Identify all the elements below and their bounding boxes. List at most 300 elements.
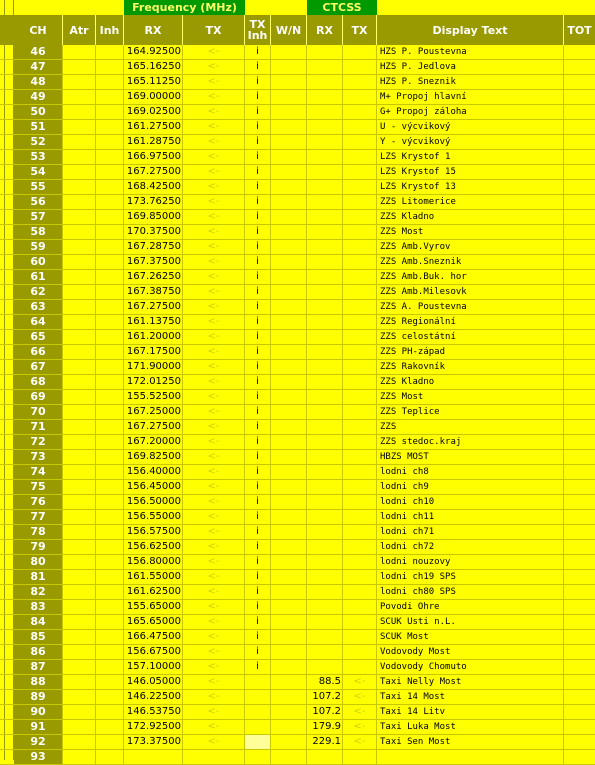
tx-frequency-cell[interactable]: <-: [183, 510, 245, 524]
tx-frequency-cell[interactable]: <-: [183, 570, 245, 584]
inhibit-cell[interactable]: [96, 135, 124, 149]
display-text-cell[interactable]: Taxi Luka Most: [377, 720, 564, 734]
tx-frequency-cell[interactable]: <-: [183, 360, 245, 374]
tx-inhibit-cell[interactable]: i: [245, 645, 271, 659]
wide-narrow-cell[interactable]: [271, 675, 307, 689]
inhibit-cell[interactable]: [96, 315, 124, 329]
ctcss-tx-cell[interactable]: [343, 480, 377, 494]
tx-inhibit-cell[interactable]: i: [245, 510, 271, 524]
table-row[interactable]: [0, 105, 595, 120]
display-text-cell[interactable]: Taxi 14 Litv: [377, 705, 564, 719]
rx-frequency-cell[interactable]: 167.26250: [124, 270, 183, 284]
tx-frequency-cell[interactable]: <-: [183, 405, 245, 419]
tx-frequency-cell[interactable]: <-: [183, 255, 245, 269]
tx-frequency-cell[interactable]: <-: [183, 585, 245, 599]
display-text-cell[interactable]: ZZS Kladno: [377, 375, 564, 389]
attribute-cell[interactable]: [63, 255, 96, 269]
tx-inhibit-cell[interactable]: i: [245, 135, 271, 149]
attribute-cell[interactable]: [63, 645, 96, 659]
wide-narrow-cell[interactable]: [271, 135, 307, 149]
ctcss-rx-cell[interactable]: [307, 510, 343, 524]
rx-frequency-cell[interactable]: 167.37500: [124, 255, 183, 269]
ctcss-tx-cell[interactable]: <-: [343, 735, 377, 749]
ctcss-rx-cell[interactable]: [307, 105, 343, 119]
wide-narrow-cell[interactable]: [271, 495, 307, 509]
tx-inhibit-cell[interactable]: i: [245, 570, 271, 584]
tx-frequency-cell[interactable]: <-: [183, 300, 245, 314]
attribute-cell[interactable]: [63, 495, 96, 509]
inhibit-cell[interactable]: [96, 510, 124, 524]
display-text-cell[interactable]: ZZS Most: [377, 225, 564, 239]
tx-inhibit-cell[interactable]: [245, 690, 271, 704]
tx-frequency-cell[interactable]: <-: [183, 555, 245, 569]
wide-narrow-cell[interactable]: [271, 435, 307, 449]
rx-frequency-cell[interactable]: 167.17500: [124, 345, 183, 359]
wide-narrow-cell[interactable]: [271, 105, 307, 119]
ctcss-rx-cell[interactable]: 107.2: [307, 690, 343, 704]
attribute-cell[interactable]: [63, 210, 96, 224]
wide-narrow-cell[interactable]: [271, 270, 307, 284]
wide-narrow-cell[interactable]: [271, 525, 307, 539]
attribute-cell[interactable]: [63, 360, 96, 374]
inhibit-cell[interactable]: [96, 450, 124, 464]
display-text-cell[interactable]: ZZS Amb.Milesovk: [377, 285, 564, 299]
attribute-cell[interactable]: [63, 570, 96, 584]
table-row[interactable]: [0, 195, 595, 210]
attribute-cell[interactable]: [63, 315, 96, 329]
header-ctcss-tx[interactable]: TX: [343, 15, 377, 45]
wide-narrow-cell[interactable]: [271, 225, 307, 239]
tx-frequency-cell[interactable]: <-: [183, 105, 245, 119]
table-row[interactable]: [0, 240, 595, 255]
wide-narrow-cell[interactable]: [271, 360, 307, 374]
ctcss-rx-cell[interactable]: [307, 750, 343, 764]
tx-inhibit-cell[interactable]: i: [245, 330, 271, 344]
wide-narrow-cell[interactable]: [271, 285, 307, 299]
tx-inhibit-cell[interactable]: i: [245, 345, 271, 359]
ctcss-tx-cell[interactable]: [343, 540, 377, 554]
attribute-cell[interactable]: [63, 630, 96, 644]
tx-inhibit-cell[interactable]: i: [245, 165, 271, 179]
rx-frequency-cell[interactable]: 156.67500: [124, 645, 183, 659]
tx-inhibit-cell[interactable]: i: [245, 540, 271, 554]
ctcss-tx-cell[interactable]: [343, 435, 377, 449]
tx-inhibit-cell[interactable]: i: [245, 150, 271, 164]
attribute-cell[interactable]: [63, 150, 96, 164]
ctcss-tx-cell[interactable]: [343, 600, 377, 614]
tx-inhibit-cell[interactable]: i: [245, 495, 271, 509]
tot-cell[interactable]: [564, 720, 595, 734]
table-row[interactable]: [0, 570, 595, 585]
tot-cell[interactable]: [564, 375, 595, 389]
rx-frequency-cell[interactable]: 172.92500: [124, 720, 183, 734]
tx-inhibit-cell[interactable]: [245, 720, 271, 734]
inhibit-cell[interactable]: [96, 465, 124, 479]
ctcss-rx-cell[interactable]: [307, 570, 343, 584]
tot-cell[interactable]: [564, 210, 595, 224]
rx-frequency-cell[interactable]: 165.11250: [124, 75, 183, 89]
ctcss-tx-cell[interactable]: [343, 615, 377, 629]
attribute-cell[interactable]: [63, 60, 96, 74]
inhibit-cell[interactable]: [96, 210, 124, 224]
header-tx[interactable]: TX: [183, 15, 245, 45]
display-text-cell[interactable]: lodni ch80 SPS: [377, 585, 564, 599]
ctcss-rx-cell[interactable]: [307, 630, 343, 644]
tot-cell[interactable]: [564, 180, 595, 194]
wide-narrow-cell[interactable]: [271, 60, 307, 74]
ctcss-rx-cell[interactable]: [307, 330, 343, 344]
wide-narrow-cell[interactable]: [271, 240, 307, 254]
tx-frequency-cell[interactable]: <-: [183, 720, 245, 734]
tot-cell[interactable]: [564, 240, 595, 254]
rx-frequency-cell[interactable]: 161.62500: [124, 585, 183, 599]
tot-cell[interactable]: [564, 435, 595, 449]
attribute-cell[interactable]: [63, 435, 96, 449]
table-row[interactable]: [0, 360, 595, 375]
tx-inhibit-cell[interactable]: i: [245, 315, 271, 329]
ctcss-tx-cell[interactable]: [343, 420, 377, 434]
tx-inhibit-cell[interactable]: i: [245, 420, 271, 434]
ctcss-tx-cell[interactable]: [343, 525, 377, 539]
table-row[interactable]: [0, 285, 595, 300]
tot-cell[interactable]: [564, 105, 595, 119]
wide-narrow-cell[interactable]: [271, 300, 307, 314]
table-row[interactable]: [0, 330, 595, 345]
tx-inhibit-cell[interactable]: i: [245, 270, 271, 284]
ctcss-rx-cell[interactable]: [307, 315, 343, 329]
ctcss-rx-cell[interactable]: [307, 210, 343, 224]
ctcss-rx-cell[interactable]: [307, 390, 343, 404]
tot-cell[interactable]: [564, 465, 595, 479]
attribute-cell[interactable]: [63, 555, 96, 569]
ctcss-tx-cell[interactable]: [343, 45, 377, 59]
ctcss-tx-cell[interactable]: [343, 120, 377, 134]
tx-inhibit-cell[interactable]: i: [245, 120, 271, 134]
ctcss-rx-cell[interactable]: [307, 75, 343, 89]
display-text-cell[interactable]: M+ Propoj hlavní: [377, 90, 564, 104]
wide-narrow-cell[interactable]: [271, 540, 307, 554]
rx-frequency-cell[interactable]: 157.10000: [124, 660, 183, 674]
tx-inhibit-cell[interactable]: [245, 735, 271, 749]
tx-inhibit-cell[interactable]: i: [245, 300, 271, 314]
ctcss-tx-cell[interactable]: [343, 195, 377, 209]
tx-inhibit-cell[interactable]: i: [245, 210, 271, 224]
header-ctcss-rx[interactable]: RX: [307, 15, 343, 45]
ctcss-rx-cell[interactable]: [307, 60, 343, 74]
ctcss-rx-cell[interactable]: [307, 480, 343, 494]
display-text-cell[interactable]: ZZS Rakovník: [377, 360, 564, 374]
wide-narrow-cell[interactable]: [271, 75, 307, 89]
rx-frequency-cell[interactable]: 172.01250: [124, 375, 183, 389]
tot-cell[interactable]: [564, 480, 595, 494]
rx-frequency-cell[interactable]: 167.28750: [124, 240, 183, 254]
table-row[interactable]: [0, 300, 595, 315]
attribute-cell[interactable]: [63, 525, 96, 539]
rx-frequency-cell[interactable]: 165.65000: [124, 615, 183, 629]
tot-cell[interactable]: [564, 615, 595, 629]
table-row[interactable]: [0, 660, 595, 675]
tx-frequency-cell[interactable]: <-: [183, 450, 245, 464]
tot-cell[interactable]: [564, 390, 595, 404]
attribute-cell[interactable]: [63, 480, 96, 494]
attribute-cell[interactable]: [63, 375, 96, 389]
inhibit-cell[interactable]: [96, 405, 124, 419]
table-row[interactable]: [0, 225, 595, 240]
table-row[interactable]: [0, 450, 595, 465]
display-text-cell[interactable]: lodni nouzovy: [377, 555, 564, 569]
inhibit-cell[interactable]: [96, 300, 124, 314]
tx-inhibit-cell[interactable]: i: [245, 45, 271, 59]
table-row[interactable]: [0, 120, 595, 135]
tot-cell[interactable]: [564, 285, 595, 299]
attribute-cell[interactable]: [63, 225, 96, 239]
inhibit-cell[interactable]: [96, 60, 124, 74]
tot-cell[interactable]: [564, 120, 595, 134]
tx-frequency-cell[interactable]: <-: [183, 345, 245, 359]
inhibit-cell[interactable]: [96, 285, 124, 299]
display-text-cell[interactable]: G+ Propoj záloha: [377, 105, 564, 119]
tx-frequency-cell[interactable]: <-: [183, 435, 245, 449]
ctcss-tx-cell[interactable]: [343, 270, 377, 284]
display-text-cell[interactable]: ZZS Amb.Sneznik: [377, 255, 564, 269]
tx-inhibit-cell[interactable]: i: [245, 360, 271, 374]
tx-frequency-cell[interactable]: <-: [183, 240, 245, 254]
tx-frequency-cell[interactable]: <-: [183, 315, 245, 329]
inhibit-cell[interactable]: [96, 435, 124, 449]
tot-cell[interactable]: [564, 135, 595, 149]
table-row[interactable]: [0, 315, 595, 330]
rx-frequency-cell[interactable]: 156.80000: [124, 555, 183, 569]
tx-frequency-cell[interactable]: <-: [183, 285, 245, 299]
tot-cell[interactable]: [564, 90, 595, 104]
table-row[interactable]: [0, 180, 595, 195]
tot-cell[interactable]: [564, 165, 595, 179]
ctcss-rx-cell[interactable]: [307, 240, 343, 254]
inhibit-cell[interactable]: [96, 195, 124, 209]
tx-inhibit-cell[interactable]: i: [245, 90, 271, 104]
rx-frequency-cell[interactable]: 156.50000: [124, 495, 183, 509]
ctcss-rx-cell[interactable]: 107.2: [307, 705, 343, 719]
tot-cell[interactable]: [564, 630, 595, 644]
display-text-cell[interactable]: lodni ch71: [377, 525, 564, 539]
tx-inhibit-cell[interactable]: i: [245, 525, 271, 539]
tot-cell[interactable]: [564, 255, 595, 269]
ctcss-tx-cell[interactable]: [343, 405, 377, 419]
display-text-cell[interactable]: lodni ch9: [377, 480, 564, 494]
tx-frequency-cell[interactable]: <-: [183, 75, 245, 89]
tx-frequency-cell[interactable]: <-: [183, 675, 245, 689]
ctcss-rx-cell[interactable]: [307, 375, 343, 389]
header-tx-inh[interactable]: [245, 15, 271, 45]
wide-narrow-cell[interactable]: [271, 750, 307, 764]
rx-frequency-cell[interactable]: 155.52500: [124, 390, 183, 404]
table-row[interactable]: [0, 135, 595, 150]
tx-frequency-cell[interactable]: <-: [183, 600, 245, 614]
rx-frequency-cell[interactable]: 170.37500: [124, 225, 183, 239]
tx-inhibit-cell[interactable]: i: [245, 405, 271, 419]
attribute-cell[interactable]: [63, 45, 96, 59]
ctcss-rx-cell[interactable]: [307, 150, 343, 164]
tot-cell[interactable]: [564, 315, 595, 329]
tx-inhibit-cell[interactable]: i: [245, 75, 271, 89]
wide-narrow-cell[interactable]: [271, 45, 307, 59]
ctcss-rx-cell[interactable]: [307, 285, 343, 299]
header-atr[interactable]: Atr: [63, 15, 96, 45]
table-row[interactable]: [0, 465, 595, 480]
header-inh[interactable]: Inh: [96, 15, 124, 45]
ctcss-rx-cell[interactable]: [307, 435, 343, 449]
tx-inhibit-cell[interactable]: i: [245, 450, 271, 464]
ctcss-tx-cell[interactable]: [343, 150, 377, 164]
ctcss-tx-cell[interactable]: [343, 510, 377, 524]
tx-frequency-cell[interactable]: <-: [183, 135, 245, 149]
table-row[interactable]: [0, 690, 595, 705]
rx-frequency-cell[interactable]: 156.40000: [124, 465, 183, 479]
attribute-cell[interactable]: [63, 90, 96, 104]
tx-frequency-cell[interactable]: <-: [183, 330, 245, 344]
wide-narrow-cell[interactable]: [271, 735, 307, 749]
wide-narrow-cell[interactable]: [271, 450, 307, 464]
ctcss-tx-cell[interactable]: [343, 630, 377, 644]
table-row[interactable]: [0, 615, 595, 630]
ctcss-tx-cell[interactable]: [343, 60, 377, 74]
rx-frequency-cell[interactable]: 161.28750: [124, 135, 183, 149]
inhibit-cell[interactable]: [96, 375, 124, 389]
ctcss-rx-cell[interactable]: [307, 195, 343, 209]
display-text-cell[interactable]: HZS P. Poustevna: [377, 45, 564, 59]
table-row[interactable]: [0, 45, 595, 60]
inhibit-cell[interactable]: [96, 270, 124, 284]
rx-frequency-cell[interactable]: 169.85000: [124, 210, 183, 224]
rx-frequency-cell[interactable]: 156.57500: [124, 525, 183, 539]
inhibit-cell[interactable]: [96, 240, 124, 254]
wide-narrow-cell[interactable]: [271, 315, 307, 329]
ctcss-rx-cell[interactable]: [307, 615, 343, 629]
ctcss-rx-cell[interactable]: [307, 465, 343, 479]
display-text-cell[interactable]: ZZS Litomerice: [377, 195, 564, 209]
table-row[interactable]: [0, 555, 595, 570]
attribute-cell[interactable]: [63, 420, 96, 434]
wide-narrow-cell[interactable]: [271, 600, 307, 614]
display-text-cell[interactable]: lodni ch72: [377, 540, 564, 554]
display-text-cell[interactable]: lodni ch10: [377, 495, 564, 509]
table-row[interactable]: [0, 510, 595, 525]
tx-frequency-cell[interactable]: <-: [183, 540, 245, 554]
tx-frequency-cell[interactable]: <-: [183, 270, 245, 284]
wide-narrow-cell[interactable]: [271, 660, 307, 674]
attribute-cell[interactable]: [63, 165, 96, 179]
attribute-cell[interactable]: [63, 465, 96, 479]
table-row[interactable]: [0, 480, 595, 495]
attribute-cell[interactable]: [63, 405, 96, 419]
attribute-cell[interactable]: [63, 270, 96, 284]
tx-frequency-cell[interactable]: <-: [183, 480, 245, 494]
tx-frequency-cell[interactable]: <-: [183, 615, 245, 629]
display-text-cell[interactable]: SCUK Usti n.L.: [377, 615, 564, 629]
attribute-cell[interactable]: [63, 660, 96, 674]
table-row[interactable]: [0, 375, 595, 390]
attribute-cell[interactable]: [63, 120, 96, 134]
attribute-cell[interactable]: [63, 720, 96, 734]
tx-inhibit-cell[interactable]: [245, 675, 271, 689]
attribute-cell[interactable]: [63, 75, 96, 89]
rx-frequency-cell[interactable]: 164.92500: [124, 45, 183, 59]
display-text-cell[interactable]: lodni ch11: [377, 510, 564, 524]
display-text-cell[interactable]: Y - výcvikový: [377, 135, 564, 149]
inhibit-cell[interactable]: [96, 540, 124, 554]
tx-frequency-cell[interactable]: <-: [183, 495, 245, 509]
tot-cell[interactable]: [564, 420, 595, 434]
ctcss-rx-cell[interactable]: 179.9: [307, 720, 343, 734]
inhibit-cell[interactable]: [96, 330, 124, 344]
table-row[interactable]: [0, 705, 595, 720]
ctcss-tx-cell[interactable]: [343, 360, 377, 374]
display-text-cell[interactable]: ZZS A. Poustevna: [377, 300, 564, 314]
inhibit-cell[interactable]: [96, 660, 124, 674]
table-row[interactable]: [0, 210, 595, 225]
ctcss-rx-cell[interactable]: [307, 525, 343, 539]
display-text-cell[interactable]: U - výcvikový: [377, 120, 564, 134]
rx-frequency-cell[interactable]: 161.13750: [124, 315, 183, 329]
tx-frequency-cell[interactable]: <-: [183, 630, 245, 644]
attribute-cell[interactable]: [63, 240, 96, 254]
table-row[interactable]: [0, 90, 595, 105]
attribute-cell[interactable]: [63, 705, 96, 719]
wide-narrow-cell[interactable]: [271, 180, 307, 194]
wide-narrow-cell[interactable]: [271, 375, 307, 389]
attribute-cell[interactable]: [63, 615, 96, 629]
inhibit-cell[interactable]: [96, 630, 124, 644]
table-row[interactable]: [0, 750, 595, 765]
ctcss-rx-cell[interactable]: [307, 270, 343, 284]
display-text-cell[interactable]: ZZS stedoc.kraj: [377, 435, 564, 449]
inhibit-cell[interactable]: [96, 120, 124, 134]
ctcss-tx-cell[interactable]: [343, 315, 377, 329]
inhibit-cell[interactable]: [96, 570, 124, 584]
ctcss-rx-cell[interactable]: [307, 45, 343, 59]
ctcss-tx-cell[interactable]: [343, 570, 377, 584]
rx-frequency-cell[interactable]: 156.55000: [124, 510, 183, 524]
display-text-cell[interactable]: HZS P. Jedlova: [377, 60, 564, 74]
rx-frequency-cell[interactable]: 167.25000: [124, 405, 183, 419]
tot-cell[interactable]: [564, 270, 595, 284]
display-text-cell[interactable]: [377, 750, 564, 764]
ctcss-rx-cell[interactable]: [307, 300, 343, 314]
attribute-cell[interactable]: [63, 690, 96, 704]
wide-narrow-cell[interactable]: [271, 210, 307, 224]
tot-cell[interactable]: [564, 705, 595, 719]
ctcss-rx-cell[interactable]: [307, 495, 343, 509]
tx-frequency-cell[interactable]: <-: [183, 165, 245, 179]
display-text-cell[interactable]: ZZS Most: [377, 390, 564, 404]
tot-cell[interactable]: [564, 345, 595, 359]
attribute-cell[interactable]: [63, 600, 96, 614]
wide-narrow-cell[interactable]: [271, 195, 307, 209]
attribute-cell[interactable]: [63, 675, 96, 689]
display-text-cell[interactable]: ZZS celostátní: [377, 330, 564, 344]
ctcss-rx-cell[interactable]: [307, 360, 343, 374]
attribute-cell[interactable]: [63, 105, 96, 119]
rx-frequency-cell[interactable]: 161.20000: [124, 330, 183, 344]
table-row[interactable]: [0, 540, 595, 555]
ctcss-rx-cell[interactable]: [307, 585, 343, 599]
table-row[interactable]: [0, 630, 595, 645]
inhibit-cell[interactable]: [96, 555, 124, 569]
table-row[interactable]: [0, 150, 595, 165]
wide-narrow-cell[interactable]: [271, 120, 307, 134]
tot-cell[interactable]: [564, 450, 595, 464]
ctcss-tx-cell[interactable]: <-: [343, 675, 377, 689]
